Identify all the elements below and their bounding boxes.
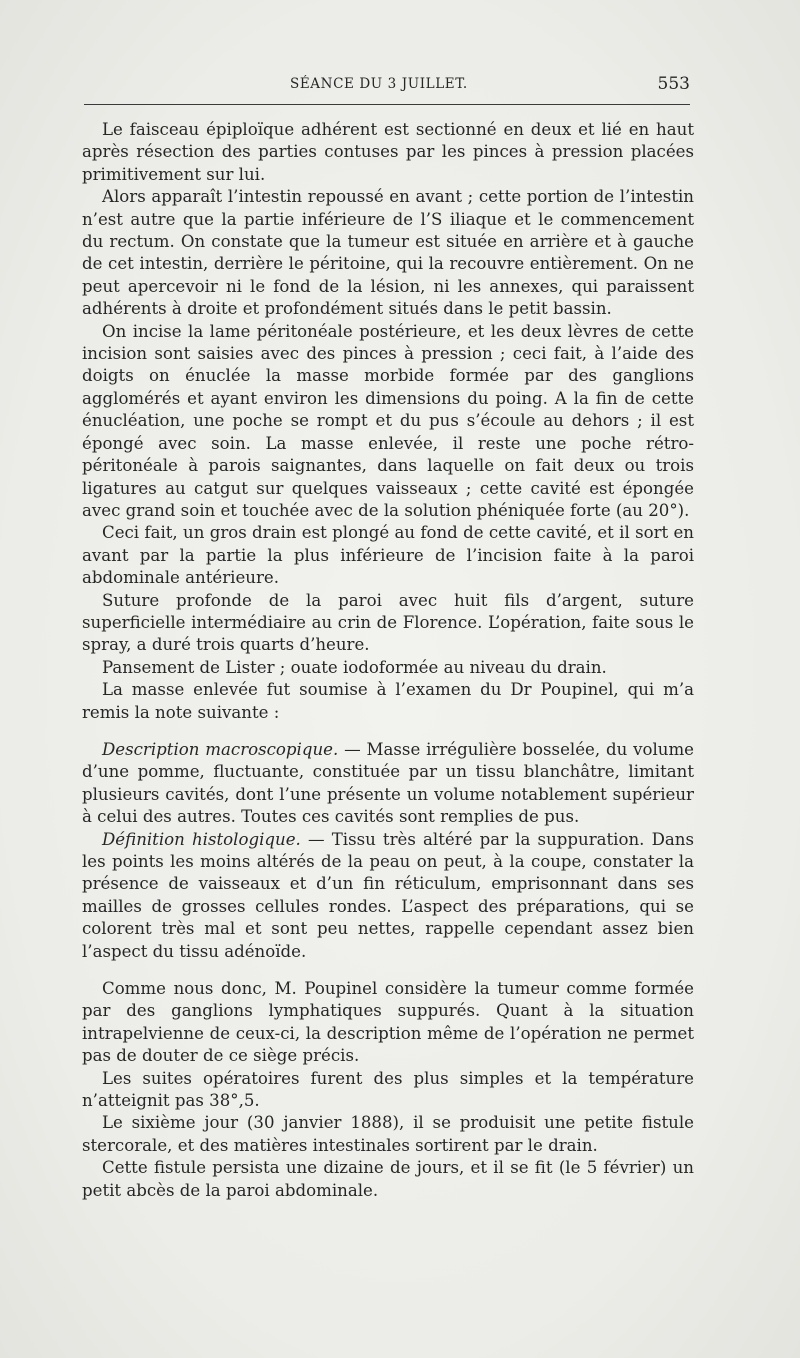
header-rule: [84, 104, 690, 105]
page-number: 553: [657, 74, 690, 94]
paragraph: Suture profonde de la paroi avec huit fils d’argent, suture superficielle intermédiaire au crin de Florence. L’opération, faite sous le spray, a duré trois quarts d’heure.: [82, 590, 694, 655]
paragraph: Pansement de Lister ; ouate iodoformée au niveau du drain.: [102, 657, 607, 677]
italic-heading: Description macroscopique.: [102, 739, 339, 759]
paragraph-description-macroscopique: [82, 739, 694, 829]
paragraph-body: — Tissu très altéré par la suppuration. Dans les points les moins altérés de la peau on peut, à la coupe, constater la présence de vaisseaux et d’un fin réticulum, emprisonnant dans ses mailles de grosses cellules rondes. L’aspect des préparations, qui se colorent très mal et sont peu nettes, rappelle cependant assez bien l’aspect du tissu adénoïde.: [82, 829, 694, 961]
paragraph: Comme nous donc, M. Poupinel considère la tumeur comme formée par des ganglions lymphatiques suppurés. Quant à la situation intrapelvienne de ceux-ci, la description même de l’opération ne permet pas de douter de ce siège précis.: [82, 979, 694, 1066]
paragraph-body: — Masse irrégulière bosselée, du volume d’une pomme, fluctuante, constituée par un tissu blanchâtre, limitant plusieurs cavités, dont l’une présente un volume notablement supérieur à celui des autres. Toutes ces cavités sont remplies de pus.: [82, 739, 695, 827]
page-header: [82, 70, 690, 100]
paragraph: Cette fistule persista une dizaine de jours, et il se fit (le 5 février) un petit abcès de la paroi abdominale.: [82, 1158, 694, 1200]
paragraph: Ceci fait, un gros drain est plongé au fond de cette cavité, et il sort en avant par la partie la plus inférieure de l’incision faite à la paroi abdominale antérieure.: [82, 523, 694, 588]
paragraph: Les suites opératoires furent des plus simples et la température n’atteignit pas 38°,5.: [82, 1068, 694, 1111]
paragraph-definition-histologique: [82, 829, 694, 963]
paragraph: La masse enlevée fut soumise à l’examen du Dr Poupinel, qui m’a remis la note suivante :: [82, 680, 694, 722]
body-text: [82, 119, 694, 1202]
italic-heading: Définition histologique.: [102, 829, 301, 849]
paragraph: On incise la lame péritonéale postérieure, et les deux lèvres de cette incision sont saisies avec des pinces à pression ; ceci fait, à l’aide des doigts on énuclée la masse morbide formée par des ganglions agglomérés et ayant environ les dimensions du poing. A la fin de cette énucléation, une poche se rompt et du pus s’écoule au dehors ; il est épongé avec soin. La masse enlevée, il reste une poche rétro-péritonéale à parois saignantes, dans laquelle on fait deux ou trois ligatures au catgut sur quelques vaisseaux ; cette cavité est épongée avec grand soin et touchée avec de la solution phéniquée forte (au 20°).: [82, 321, 694, 520]
paragraph: Alors apparaît l’intestin repoussé en avant ; cette portion de l’intestin n’est autre que la partie inférieure de l’S iliaque et le commencement du rectum. On constate que la tumeur est située en arrière et à gauche de cet intestin, derrière le péritoine, qui la recouvre entièrement. On ne peut apercevoir ni le fond de la lésion, ni les annexes, qui paraissent adhérents à droite et profondément situés dans le petit bassin.: [82, 187, 694, 319]
paragraph: Le sixième jour (30 janvier 1888), il se produisit une petite fistule stercorale, et des matières intestinales sortirent par le drain.: [82, 1113, 694, 1155]
running-head: SÉANCE DU 3 JUILLET.: [290, 76, 468, 92]
paragraph: Le faisceau épiploïque adhérent est sectionné en deux et lié en haut après résection des parties contuses par les pinces à pression placées primitivement sur lui.: [82, 120, 694, 184]
